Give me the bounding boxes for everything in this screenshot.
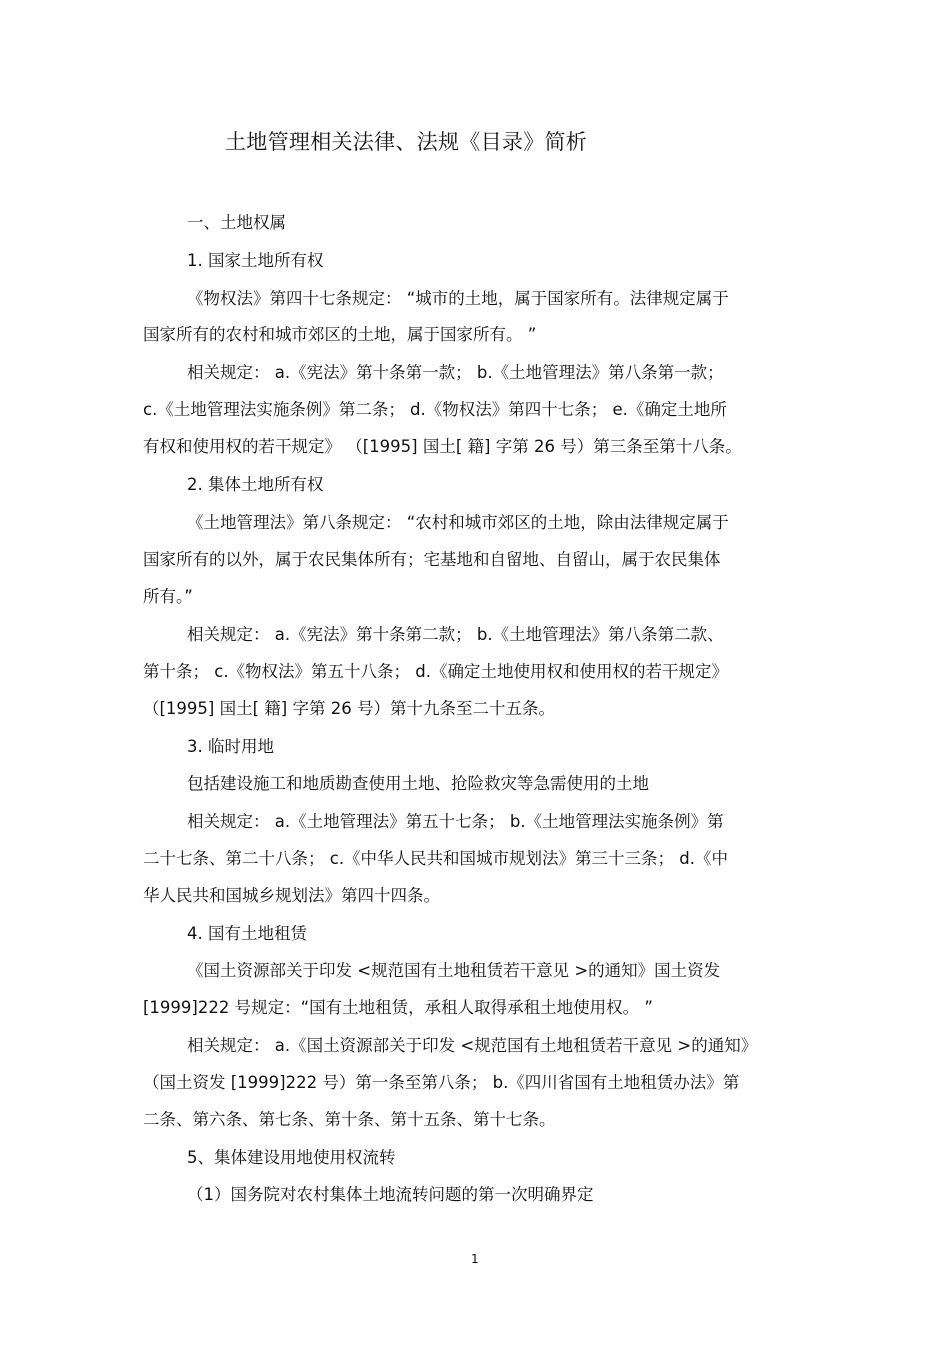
subsection-heading: 1. 国家土地所有权: [187, 251, 324, 270]
paragraph-line: （1）国务院对农村集体土地流转问题的第一次明确界定: [187, 1185, 594, 1204]
subsection-heading: 3. 临时用地: [187, 737, 274, 756]
paragraph-line: 相关规定： a.《国土资源部关于印发 <规范国有土地租赁若干意见 >的通知》: [187, 1036, 758, 1055]
paragraph-line: 相关规定： a.《宪法》第十条第一款； b.《土地管理法》第八条第一款；: [187, 363, 724, 382]
paragraph-line: 《土地管理法》第八条规定： “农村和城市郊区的土地，除由法律规定属于: [187, 513, 729, 532]
section-heading: 一、土地权属: [187, 213, 286, 232]
paragraph-line: 相关规定： a.《土地管理法》第五十七条； b.《土地管理法实施条例》第: [187, 812, 724, 831]
paragraph-line: [1999]222 号规定：“国有土地租赁，承租人取得承租土地使用权。 ”: [143, 998, 653, 1017]
subsection-heading: 5、集体建设用地使用权流转: [187, 1148, 396, 1167]
paragraph-line: 华人民共和国城乡规划法》第四十四条。: [143, 886, 440, 905]
paragraph-line: 第十条； c.《物权法》第五十八条； d.《确定土地使用权和使用权的若干规定》: [143, 662, 729, 681]
paragraph-line: （[1995] 国土[ 籍] 字第 26 号）第十九条至二十五条。: [143, 699, 555, 718]
paragraph-line: 国家所有的农村和城市郊区的土地，属于国家所有。 ”: [143, 325, 537, 344]
paragraph-line: 所有。”: [143, 587, 193, 606]
paragraph-line: 包括建设施工和地质勘查使用土地、抢险救灾等急需使用的土地: [187, 774, 649, 793]
paragraph-line: c.《土地管理法实施条例》第二条； d.《物权法》第四十七条； e.《确定土地所: [143, 400, 727, 419]
paragraph-line: 有权和使用权的若干规定》 （[1995] 国土[ 籍] 字第 26 号）第三条至第十八条。: [143, 437, 742, 456]
paragraph-line: 《物权法》第四十七条规定： “城市的土地，属于国家所有。法律规定属于: [187, 289, 729, 308]
subsection-heading: 4. 国有土地租赁: [187, 924, 307, 943]
paragraph-line: （国土资发 [1999]222 号）第一条至第八条； b.《四川省国有土地租赁办法》第: [143, 1073, 740, 1092]
paragraph-line: 国家所有的以外，属于农民集体所有；宅基地和自留地、自留山，属于农民集体: [143, 550, 721, 569]
paragraph-line: 二十七条、第二十八条； c.《中华人民共和国城市规划法》第三十三条； d.《中: [143, 849, 729, 868]
paragraph-line: 二条、第六条、第七条、第十条、第十五条、第十七条。: [143, 1110, 556, 1129]
page-number: 1: [471, 1252, 479, 1266]
subsection-heading: 2. 集体土地所有权: [187, 475, 324, 494]
document-title: 土地管理相关法律、法规《目录》简析: [225, 130, 588, 154]
paragraph-line: 《国土资源部关于印发 <规范国有土地租赁若干意见 >的通知》国土资发: [187, 961, 721, 980]
paragraph-line: 相关规定： a.《宪法》第十条第二款； b.《土地管理法》第八条第二款、: [187, 625, 724, 644]
